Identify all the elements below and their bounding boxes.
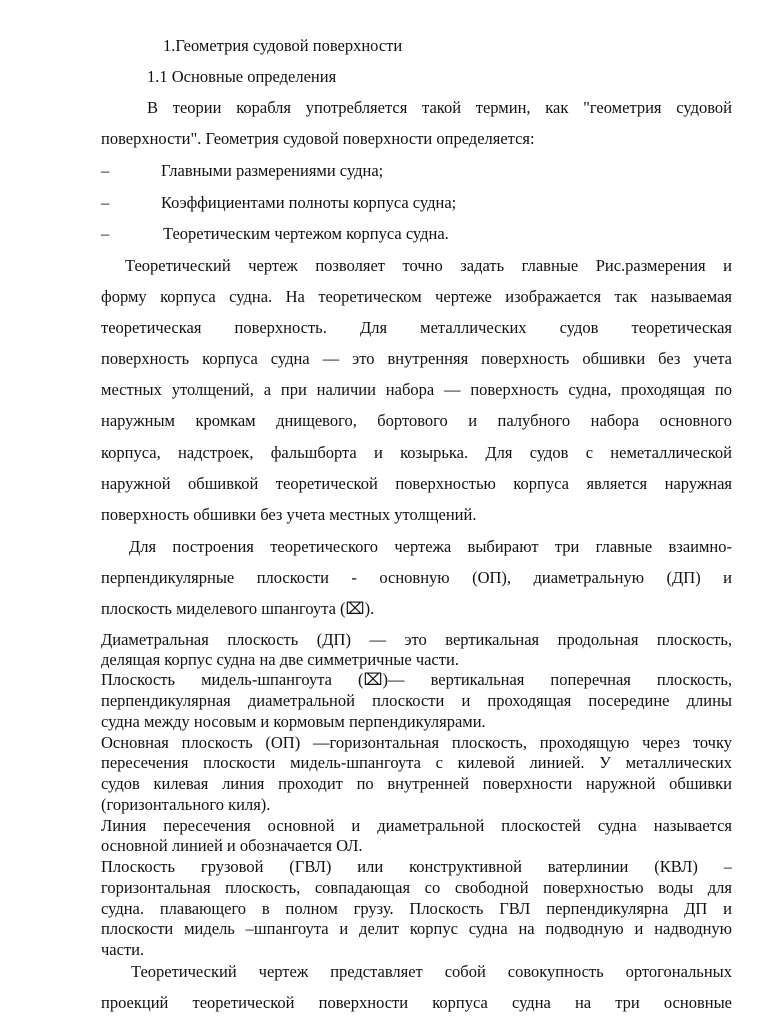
definition-line: Плоскость мидель-шпангоута (⌧)— вертикальная поперечная плоскость, (101, 670, 732, 689)
definition-line: Линия пересечения основной и диаметральной плоскостей судна называется (101, 816, 732, 835)
definition-line: пересечения плоскости мидель-шпангоута с килевой линией. У металлических (101, 753, 732, 772)
list-item (101, 161, 732, 181)
definition-line: Диаметральная плоскость (ДП) — это вертикальная продольная плоскость, (101, 630, 732, 649)
definition-line: плоскости мидель –шпангоута и делит корпус судна на подводную и надводную (101, 919, 732, 938)
paragraph-line: поверхность корпуса судна — это внутренняя поверхность обшивки без учета (101, 349, 732, 368)
paragraph-line: форму корпуса судна. На теоретическом чертеже изображается так называемая (101, 287, 732, 306)
definition-line: судов килевая линия проходит по внутренней поверхности наружной обшивки (101, 774, 732, 793)
list-item (101, 193, 732, 213)
paragraph-line: плоскость миделевого шпангоута (⌧). (101, 599, 375, 618)
definition-line: судна. плавающего в полном грузу. Плоскость ГВЛ перпендикулярна ДП и (101, 899, 732, 918)
paragraph-line: поверхности". Геометрия судовой поверхности определяется: (101, 129, 535, 148)
definition-line: Основная плоскость (ОП) —горизонтальная плоскость, проходящую через точку (101, 733, 732, 752)
list-dash: – (101, 193, 110, 212)
list-dash: – (101, 161, 110, 180)
paragraph-line: поверхность обшивки без учета местных утолщений. (101, 505, 477, 524)
paragraph-line: Для построения теоретического чертежа выбирают три главные взаимно- (129, 537, 732, 556)
paragraph-line: наружной обшивкой теоретической поверхностью корпуса является наружная (101, 474, 732, 493)
section-heading: 1.Геометрия судовой поверхности (163, 36, 403, 55)
paragraph-line: местных утолщений, а при наличии набора — поверхность судна, проходящая по (101, 380, 732, 399)
definition-line: основной линией и обозначается ОЛ. (101, 836, 363, 855)
definition-line: делящая корпус судна на две симметричные части. (101, 650, 459, 669)
definition-line: Плоскость грузовой (ГВЛ) или конструктивной ватерлинии (КВЛ) – (101, 857, 732, 876)
subsection-heading: 1.1 Основные определения (147, 67, 337, 86)
definition-line: (горизонтального киля). (101, 795, 271, 814)
paragraph-line: теоретическая поверхность. Для металлических судов теоретическая (101, 318, 732, 337)
definition-line: перпендикулярная диаметральной плоскости и проходящая посередине длины (101, 691, 732, 710)
definition-line: части. (101, 940, 145, 959)
paragraph-line: Теоретический чертеж позволяет точно задать главные Рис.размерения и (125, 256, 732, 275)
list-item-text: Коэффициентами полноты корпуса судна; (161, 193, 457, 212)
definition-line: горизонтальная плоскость, совпадающая со свободной поверхностью воды для (101, 878, 732, 897)
list-item (101, 224, 732, 244)
paragraph-line: Теоретический чертеж представляет собой совокупность ортогональных (131, 962, 732, 981)
paragraph-line: проекций теоретической поверхности корпуса судна на три основные (101, 993, 732, 1012)
list-item-text: Главными размерениями судна; (161, 161, 384, 180)
list-item-text: Теоретическим чертежом корпуса судна. (163, 224, 449, 243)
paragraph-line: В теории корабля употребляется такой термин, как "геометрия судовой (147, 98, 732, 117)
definition-line: судна между носовым и кормовым перпендикулярами. (101, 712, 486, 731)
paragraph-line: перпендикулярные плоскости - основную (ОП), диаметральную (ДП) и (101, 568, 732, 587)
paragraph-line: корпуса, надстроек, фальшборта и козырька. Для судов с неметаллической (101, 443, 732, 462)
list-dash: – (101, 224, 110, 243)
paragraph-line: наружным кромкам днищевого, бортового и палубного набора основного (101, 411, 732, 430)
